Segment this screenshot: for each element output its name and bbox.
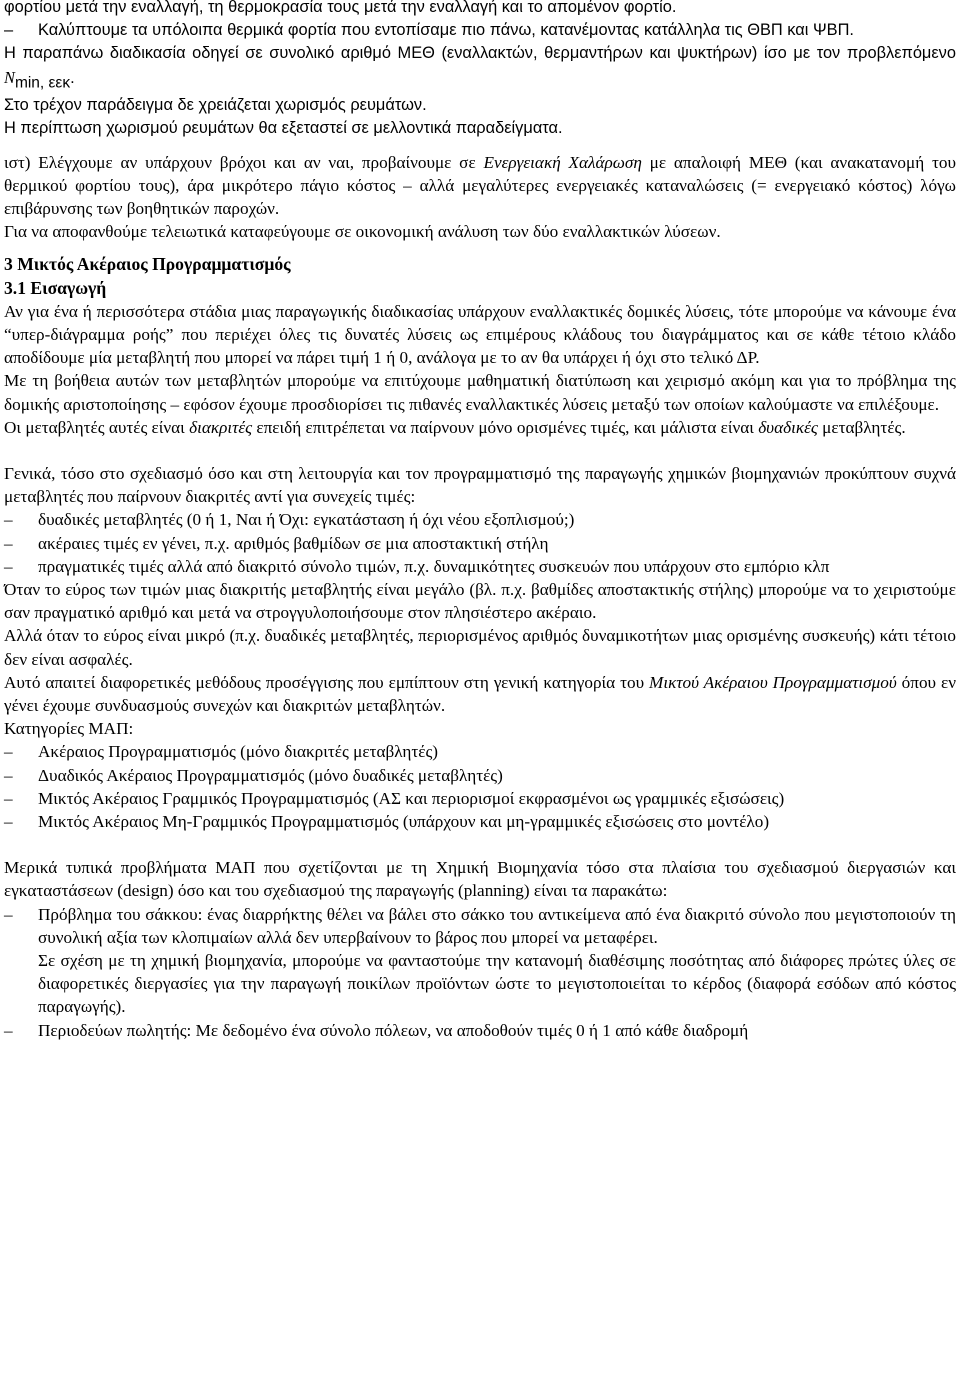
list-item-text: ακέραιες τιμές εν γένει, π.χ. αριθμός βαθμίδων σε μια αποστακτική στήλη (38, 533, 549, 553)
emphasis: Μικτού Ακέραιου Προγραμματισμού (649, 672, 897, 692)
list-item-text: Καλύπτουμε τα υπόλοιπα θερμικά φορτία που εντοπίσαμε πιο πάνω, κατανέμοντας κατάλληλα τις ΘΒΠ και ΨΒΠ. (38, 21, 854, 40)
dash-bullet: – (4, 533, 13, 553)
paragraph: Όταν το εύρος των τιμών μιας διακριτής μεταβλητής είναι μεγάλο (βλ. π.χ. βαθμίδες αποστακτικής στήλης) μπορούμε να το χειριστούμε σαν πραγματικό αριθμό και μετά να στρογγυλοποιήσουμε στον πλησιέστερο ακέραιο. (4, 579, 956, 623)
list-item-text: πραγματικές τιμές αλλά από διακριτό σύνολο τιμών, π.χ. δυναμικότητες συσκευών που υπάρχουν στο εμπόριο κλπ (38, 556, 830, 576)
subsection-heading: 3.1 Εισαγωγή (4, 277, 107, 298)
paragraph: Γενικά, τόσο στο σχεδιασμό όσο και στη λειτουργία και τον προγραμματισμό της παραγωγής χημικών βιομηχανιών προκύπτουν συχνά μεταβλητές που παίρνουν διακριτές αντί για συνεχείς τιμές: (4, 463, 956, 507)
text-span: Αυτό απαιτεί διαφορετικές μεθόδους προσέγγισης που εμπίπτουν στη γενική κατηγορία του (4, 672, 650, 692)
paragraph: Αλλά όταν το εύρος είναι μικρό (π.χ. δυαδικές μεταβλητές, περιορισμένος αριθμός δυναμικοτήτων μιας ορισμένης συσκευής) κάτι τέτοιο δεν είναι ασφαλές. (4, 626, 956, 669)
paragraph: Αν για ένα ή περισσότερα στάδια μιας παραγωγικής διαδικασίας υπάρχουν εναλλακτικές δομικές λύσεις, τότε μπορούμε να κάνουμε ένα “υπερ-διάγραμμα ροής” που περιέχει όλες τις δυνατές λύσεις ως επιμέρους κλάδους του διαγράμματος και σε κάθε τέτοιο κλάδο αποδίδουμε μία μεταβλητή που μπορεί να πάρει τιμή 1 ή 0, ανάλογα με το αν θα υπάρχει ή όχι στο τελικό ΔΡ. (4, 301, 956, 368)
paragraph: Η περίπτωση χωρισμού ρευμάτων θα εξεταστεί σε μελλοντικά παραδείγματα. (4, 119, 563, 138)
list-item (4, 764, 956, 787)
paragraph (4, 671, 956, 717)
dash-bullet: – (4, 556, 13, 576)
text-span: Οι μεταβλητές αυτές είναι (4, 417, 190, 437)
list-item-text: δυαδικές μεταβλητές (0 ή 1, Ναι ή Όχι: εγκατάσταση ή όχι νέου εξοπλισμού;) (38, 510, 575, 530)
list-item-text: Πρόβλημα του σάκκου: ένας διαρρήκτης θέλει να βάλει στο σάκκο του αντικείμενα από ένα διακριτό σύνολο που μεγιστοποιούν τη συνολική αξία των κλοπιμαίων αλλά δεν υπερβαίνουν το βάρος που μπορεί να μεταφέρει. (38, 904, 956, 947)
subscript: min, εεκ (14, 73, 71, 91)
text-span: Η παραπάνω διαδικασία οδηγεί σε συνολικό αριθμό ΜΕΘ (εναλλακτών, θερμαντήρων και ψυκτήρων) ίσο με τον προβλεπόμενο (4, 44, 956, 63)
paragraph: Στο τρέχον παράδειγμα δε χρειάζεται χωρισμός ρευμάτων. (4, 96, 427, 115)
list-item-text: Δυαδικός Ακέραιος Προγραμματισμός (μόνο δυαδικές μεταβλητές) (38, 765, 503, 785)
dash-bullet: – (4, 788, 13, 808)
list-item-continuation: Σε σχέση με τη χημική βιομηχανία, μπορούμε να φανταστούμε την κατανομή διαθέσιμης ποσότητας από διάφορες πρώτες ύλες σε διαφορετικές διεργασίες για την παραγωγή ποικίλων προϊόντων ώστε το μεγιστοποιείται το κέρδος (διαφορά εσόδων από κόστος παραγωγής). (38, 951, 956, 1017)
text-span: επειδή επιτρέπεται να παίρνουν μόνο ορισμένες τιμές, και μάλιστα είναι (252, 417, 759, 437)
text-span: όπου εν γένει έχουμε συνδυασμούς συνεχών και διακριτών μεταβλητών. (4, 672, 956, 715)
text-span: με απαλοιφή ΜΕΘ (και ανακατανομή του θερμικού φορτίου τους), άρα μικρότερο πάγιο κόστος – αλλά μεγαλύτερες ενεργειακές καταναλώσεις (= ενεργειακό κόστος) λόγω επιβάρυνσης των βοηθητικών παροχών. (4, 152, 956, 218)
document-page (4, 0, 956, 1042)
dash-bullet: – (4, 1020, 13, 1040)
dash-bullet: – (4, 904, 13, 924)
text-line: φορτίου μετά την εναλλαγή, τη θερμοκρασία τους μετά την εναλλαγή και το απομένον φορτίο. (4, 0, 677, 16)
dash-bullet: – (4, 765, 13, 785)
list-item (4, 810, 956, 833)
list-item-text: Μικτός Ακέραιος Γραμμικός Προγραμματισμός (ΑΣ και περιορισμοί εκφρασμένοι ως γραμμικές εξισώσεις) (38, 788, 785, 808)
emphasis: Ενεργειακή Χαλάρωση (483, 152, 642, 172)
list-item (4, 555, 956, 578)
symbol-n: N (4, 67, 15, 87)
section-heading: 3 Μικτός Ακέραιος Προγραμματισμός (4, 254, 291, 275)
emphasis: δυαδικές (758, 417, 818, 437)
list-item-text: Περιοδεύων πωλητής: Με δεδομένο ένα σύνολο πόλεων, να αποδοθούν τιμές 0 ή 1 από κάθε διαδρομή (38, 1020, 749, 1040)
list-item (4, 787, 956, 810)
emphasis: διακριτές (189, 417, 253, 437)
list-item (4, 19, 956, 42)
dash-bullet: – (4, 742, 13, 762)
list-item (4, 1019, 956, 1042)
list-item-text: Ακέραιος Προγραμματισμός (μόνο διακριτές μεταβλητές) (38, 742, 439, 762)
dash-bullet: – (4, 510, 13, 530)
paragraph: Μερικά τυπικά προβλήματα ΜΑΠ που σχετίζονται με τη Χημική Βιομηχανία τόσο στα πλαίσια του σχεδιασμού διεργασιών και εγκαταστάσεων (design) όσο και του σχεδιασμού της παραγωγής (planning) είναι τα παρακάτω: (4, 858, 956, 901)
paragraph: Για να αποφανθούμε τελειωτικά καταφεύγουμε σε οικονομική ανάλυση των δύο εναλλακτικών λύσεων. (4, 222, 721, 242)
list-item (4, 740, 956, 763)
list-item-text: Μικτός Ακέραιος Μη-Γραμμικός Προγραμματισμός (υπάρχουν και μη-γραμμικές εξισώσεις στο μοντέλο) (38, 811, 770, 831)
paragraph (4, 151, 956, 221)
dash-bullet: – (4, 811, 13, 831)
list-item (4, 532, 956, 555)
paragraph (4, 416, 956, 439)
paragraph (4, 42, 956, 94)
text-span: μεταβλητές. (817, 417, 906, 437)
list-item (4, 903, 956, 949)
list-item (4, 508, 956, 531)
paragraph: Με τη βοήθεια αυτών των μεταβλητών μπορούμε να επιτύχουμε μαθηματική διατύπωση και χειρισμό ακόμη και για το πρόβλημα της δομικής αριστοποίησης – εφόσον έχουμε προσδιορίσει τις πιθανές εναλλακτικές λύσεις μεταξύ των οποίων καλούμαστε να επιλέξουμε. (4, 371, 956, 414)
text-span: ιστ) Ελέγχουμε αν υπάρχουν βρόχοι και αν ναι, προβαίνουμε σε (4, 152, 484, 172)
dash-bullet: – (4, 21, 14, 40)
paragraph: Κατηγορίες ΜΑΠ: (4, 719, 134, 739)
text-span: . (70, 68, 75, 87)
